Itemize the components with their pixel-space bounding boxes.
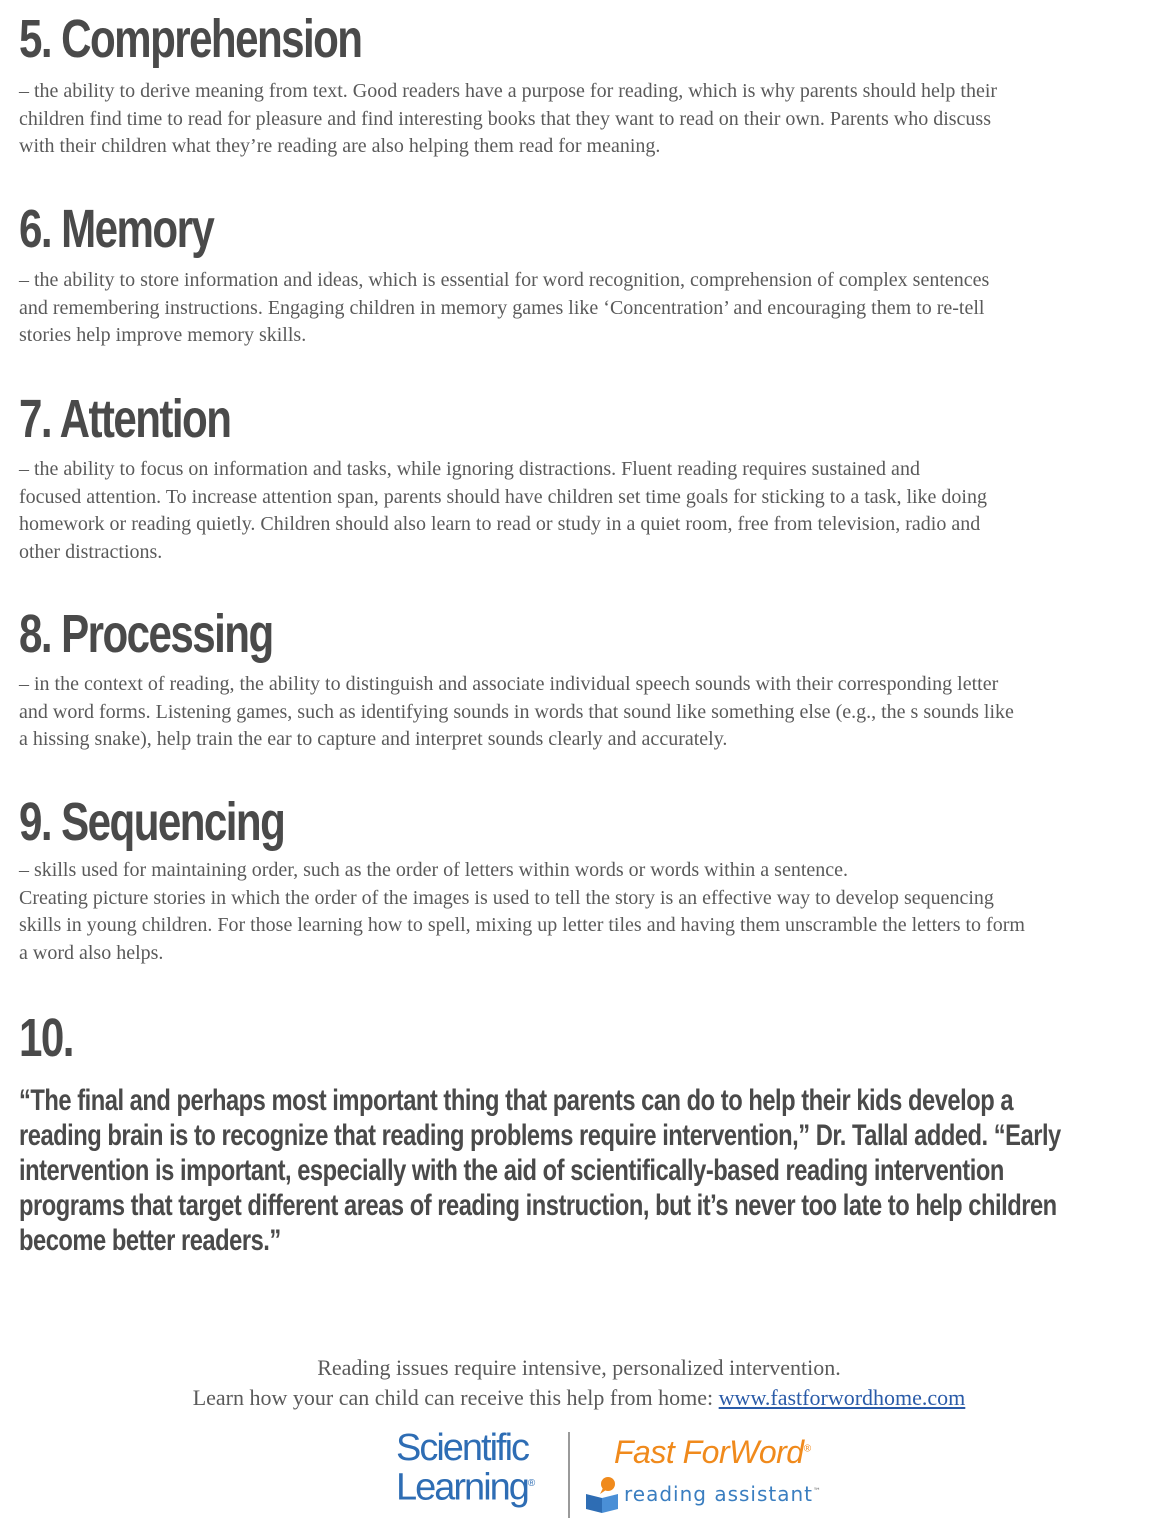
body-line: skills in young children. For those learning how to spell, mixing up letter tiles and having them unscramble the letters to form: [19, 914, 1025, 936]
quote-line: reading brain is to recognize that reading problems require intervention,” Dr. Tallal added. “Early: [19, 1119, 1061, 1152]
logo-word-learning-row: [396, 1466, 566, 1509]
body-line: other distractions.: [19, 540, 163, 563]
section-memory: [19, 198, 1144, 350]
logo-word-scientific: Scientific: [396, 1427, 529, 1469]
footer-line-2-text: Learn how your can child can receive this help from home:: [192, 1385, 714, 1410]
body-line: – the ability to derive meaning from text. Good readers have a purpose for reading, which is why parents should help their: [19, 80, 998, 102]
body-line: – in the context of reading, the ability to distinguish and associate individual speech sounds with their corresponding letter: [19, 673, 999, 695]
footer: [0, 1353, 1158, 1413]
section-comprehension: [19, 8, 1144, 161]
section-heading: 7. Attention: [19, 389, 231, 449]
registered-mark: ®: [803, 1443, 811, 1455]
body-line: – the ability to store information and ideas, which is essential for word recognition, comprehension of complex sentences: [19, 269, 990, 291]
tallal-quote: [19, 1083, 1125, 1258]
body-line: children find time to read for pleasure and find interesting books that they want to read on their own. Parents who discuss: [19, 107, 991, 130]
fast-forword-wordmark: Fast ForWord: [614, 1434, 804, 1470]
section-heading: 9. Sequencing: [19, 792, 285, 852]
trademark-mark: ™: [813, 1486, 823, 1496]
logo-word-learning: Learning: [396, 1466, 528, 1509]
body-line: and word forms. Listening games, such as identifying sounds in words that sound like something else (e.g., the s sounds like: [19, 700, 1014, 723]
logo-divider: [568, 1432, 570, 1518]
section-attention: [19, 388, 1144, 566]
section-body: [19, 456, 1144, 566]
reading-assistant-wordmark: reading assistant: [624, 1482, 814, 1506]
section-heading: 5. Comprehension: [19, 9, 362, 69]
body-line: a hissing snake), help train the ear to capture and interpret sounds clearly and accurately.: [19, 728, 728, 750]
section-body: [19, 671, 1144, 754]
body-line: homework or reading quietly. Children should also learn to read or study in a quiet room, free from television, radio and: [19, 513, 981, 535]
section-sequencing: [19, 791, 1144, 967]
section-body: [19, 78, 1144, 161]
section-body: [19, 857, 1144, 967]
body-line: – the ability to focus on information and tasks, while ignoring distractions. Fluent reading requires sustained and: [19, 458, 920, 480]
body-line: with their children what they’re reading are also helping them read for meaning.: [19, 135, 661, 157]
footer-line-1: Reading issues require intensive, personalized intervention.: [317, 1355, 841, 1380]
registered-mark: ®: [527, 1478, 536, 1489]
body-line: a word also helps.: [19, 941, 164, 964]
quote-line: intervention is important, especially with the aid of scientifically-based reading intervention: [19, 1154, 1004, 1187]
quote-line: “The final and perhaps most important thing that parents can do to help their kids develop a: [19, 1084, 1014, 1117]
section-heading: 10.: [19, 1008, 73, 1068]
quote-line: become better readers.”: [19, 1224, 281, 1257]
section-processing: [19, 603, 1144, 754]
brand-logos: [0, 1428, 1158, 1528]
section-ten: [19, 1007, 1144, 1069]
body-line: stories help improve memory skills.: [19, 324, 307, 346]
section-heading: 8. Processing: [19, 604, 273, 664]
scientific-learning-logo: [396, 1427, 566, 1509]
body-line: Creating picture stories in which the order of the images is used to tell the story is an effective way to develop sequencing: [19, 886, 994, 909]
quote-line: programs that target different areas of reading instruction, but it’s never too late to help children: [19, 1189, 1057, 1222]
body-line: and remembering instructions. Engaging children in memory games like ‘Concentration’ and encouraging them to re-tell: [19, 296, 985, 319]
footer-line-2: [0, 1383, 1158, 1413]
section-heading: 6. Memory: [19, 199, 214, 259]
body-line: focused attention. To increase attention span, parents should have children set time goals for sticking to a task, like doing: [19, 485, 987, 508]
reading-assistant-logo: [624, 1482, 822, 1506]
fast-forword-logo: [614, 1434, 810, 1471]
body-line: – skills used for maintaining order, such as the order of letters within words or words within a sentence.: [19, 859, 849, 881]
section-body: [19, 267, 1144, 350]
book-speech-bubble-icon: [584, 1476, 620, 1514]
fastforwordhome-link[interactable]: www.fastforwordhome.com: [718, 1385, 966, 1410]
